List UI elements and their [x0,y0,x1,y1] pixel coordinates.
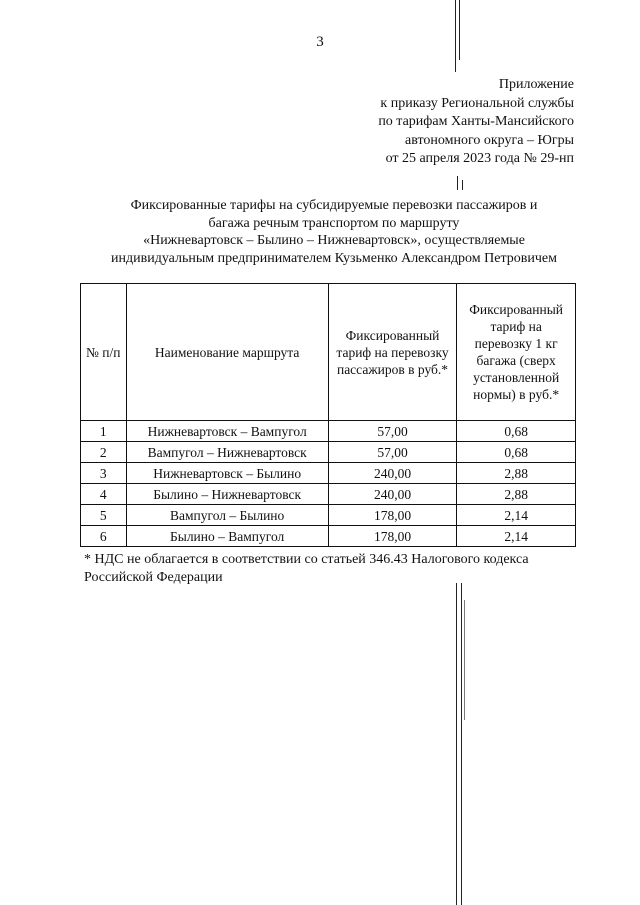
document-title [84,197,584,267]
scan-artifact-line [457,176,458,190]
cell-passenger: 178,00 [328,526,457,547]
header-num: № п/п [81,284,127,421]
appendix-header [378,76,574,169]
title-line: багажа речным транспортом по маршруту [208,215,460,231]
table-row [81,484,576,505]
cell-baggage: 2,14 [457,505,576,526]
cell-num: 2 [81,442,127,463]
cell-passenger: 178,00 [328,505,457,526]
cell-num: 3 [81,463,127,484]
scan-artifact-line [464,600,465,720]
appendix-line: Приложение [498,77,574,92]
table-header-row [81,284,576,421]
cell-num: 6 [81,526,127,547]
table-row [81,526,576,547]
header-passenger-tariff: Фиксированный тариф на перевозку пассажиров в руб.* [328,284,457,421]
title-line: индивидуальным предпринимателем Кузьменко Александром Петровичем [111,250,557,266]
table-row [81,421,576,442]
scan-artifact-line [462,180,463,190]
cell-num: 1 [81,421,127,442]
cell-route: Былино – Нижневартовск [126,484,328,505]
cell-route: Былино – Вампугол [126,526,328,547]
cell-num: 4 [81,484,127,505]
tariffs-table [80,283,576,547]
appendix-line: по тарифам Ханты-Мансийского [378,114,574,129]
scan-artifact-line [459,0,460,60]
title-line: Фиксированные тарифы на субсидируемые перевозки пассажиров и [130,198,538,213]
cell-baggage: 0,68 [457,442,576,463]
page-number: 3 [316,34,324,50]
cell-route: Вампугол – Былино [126,505,328,526]
cell-baggage: 0,68 [457,421,576,442]
cell-route: Вампугол – Нижневартовск [126,442,328,463]
cell-num: 5 [81,505,127,526]
table-row [81,442,576,463]
header-route: Наименование маршрута [126,284,328,421]
cell-passenger: 57,00 [328,442,457,463]
cell-passenger: 57,00 [328,421,457,442]
scan-artifact-line [461,583,462,905]
appendix-line: от 25 апреля 2023 года № 29-нп [385,151,574,166]
cell-passenger: 240,00 [328,463,457,484]
scan-artifact-line [455,0,456,72]
cell-route: Нижневартовск – Былино [126,463,328,484]
cell-baggage: 2,88 [457,463,576,484]
title-line: «Нижневартовск – Былино – Нижневартовск», осуществляемые [143,233,525,248]
cell-route: Нижневартовск – Вампугол [126,421,328,442]
cell-baggage: 2,88 [457,484,576,505]
header-baggage-tariff: Фиксированный тариф на перевозку 1 кг багажа (сверх установленной нормы) в руб.* [457,284,576,421]
appendix-line: к приказу Региональной службы [380,95,574,111]
footnote: * НДС не облагается в соответствии со статьей 346.43 Налогового кодекса Российской Федерации [84,552,529,585]
appendix-line: автономного округа – Югры [405,132,574,148]
scan-artifact-line [456,583,457,905]
cell-baggage: 2,14 [457,526,576,547]
table-row [81,505,576,526]
table-row [81,463,576,484]
cell-passenger: 240,00 [328,484,457,505]
